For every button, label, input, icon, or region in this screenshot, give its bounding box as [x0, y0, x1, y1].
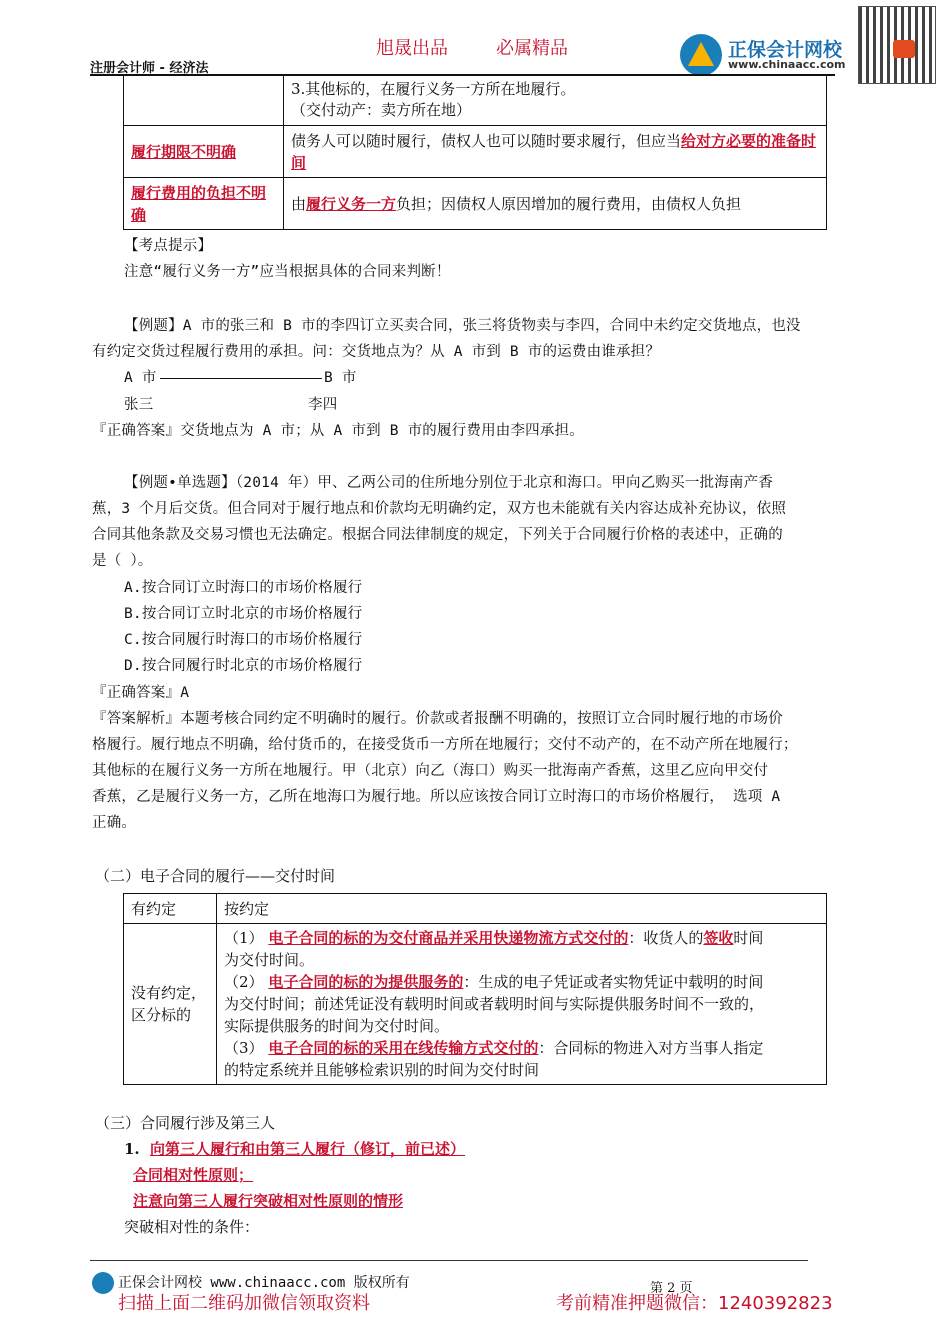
- table-cell-highlight: 给对方必要的准备时间: [291, 131, 817, 172]
- example1-line: 【例题】A 市的张三和 B 市的李四订立买卖合同，张三将货物卖与李四，合同中未约定交货地点，也没: [124, 318, 801, 334]
- chinaacc-logo-icon: [680, 34, 722, 76]
- section3-principle: 合同相对性原则；: [133, 1166, 254, 1184]
- e-contract-table: [123, 893, 827, 1085]
- item-text: 为交付时间；前述凭证没有载明时间或者载明时间与实际提供服务时间不一致的，: [224, 995, 765, 1013]
- example2-answer: 『正确答案』A: [92, 685, 190, 701]
- footer-divider: [90, 1260, 808, 1261]
- option-c: C.按合同履行时海口的市场价格履行: [124, 632, 363, 648]
- section3-note: 注意向第三人履行突破相对性原则的情形: [133, 1192, 404, 1210]
- table-row-label: 没有约定，: [131, 984, 207, 1002]
- item-keyword: 电子合同的标的采用在线传输方式交付的: [268, 1039, 539, 1057]
- item-text: 的特定系统并且能够检索识别的时间为交付时间: [224, 1061, 540, 1079]
- table-cell-text: 由: [291, 194, 307, 213]
- table-row: [124, 178, 827, 230]
- section3-heading: （三）合同履行涉及第三人: [95, 1114, 276, 1132]
- logo-url: www.chinaacc.com: [728, 58, 846, 71]
- table-row: [124, 894, 827, 924]
- diagram-city-b: B 市: [324, 370, 357, 386]
- table-row: [124, 76, 827, 126]
- tip-heading: 【考点提示】: [124, 238, 213, 254]
- footer-promo-right: 考前精准押题微信：1240392823: [556, 1293, 833, 1314]
- item-text: 为交付时间。: [224, 951, 315, 969]
- item-text: ：收货人的: [628, 929, 704, 947]
- item-number: （2）: [224, 973, 264, 991]
- option-a: A.按合同订立时海口的市场价格履行: [124, 580, 363, 596]
- option-d: D.按合同履行时北京的市场价格履行: [124, 658, 363, 674]
- item-text: 实际提供服务的时间为交付时间。: [224, 1017, 450, 1035]
- table-row-label: 有约定: [131, 899, 177, 918]
- table-row-label: 履行费用的负担不明确: [131, 183, 267, 224]
- item-keyword: 电子合同的标的为交付商品并采用快递物流方式交付的: [268, 929, 629, 947]
- diagram-person-b: 李四: [308, 397, 338, 413]
- footer-copyright: 正保会计网校 www.chinaacc.com 版权所有: [118, 1275, 410, 1291]
- section2-heading: （二）电子合同的履行——交付时间: [95, 867, 336, 885]
- example2-line: 合同其他条款及交易习惯也无法确定。根据合同法律制度的规定，下列关于合同履行价格的表述中，正确的: [92, 527, 783, 543]
- analysis-line: 『答案解析』本题考核合同约定不明确时的履行。价款或者报酬不明确的，按照订立合同时履行地的市场价: [92, 711, 783, 727]
- analysis-line: 格履行。履行地点不明确，给付货币的，在接受货币一方所在地履行；交付不动产的，在不动产所在地履行；: [92, 737, 798, 753]
- table-row: [124, 924, 827, 1085]
- item-keyword: 电子合同的标的为提供服务的: [268, 973, 464, 991]
- option-b: B.按合同订立时北京的市场价格履行: [124, 606, 363, 622]
- item-text: ：生成的电子凭证或者实物凭证中载明的时间: [463, 973, 764, 991]
- item-number: （1）: [224, 929, 264, 947]
- diagram-person-a: 张三: [124, 397, 154, 413]
- table-cell-text: 负担；因债权人原因增加的履行费用，由债权人负担: [396, 194, 742, 213]
- performance-table: [123, 75, 827, 230]
- item-keyword: 签收: [703, 929, 734, 947]
- qr-badge-icon: [893, 40, 915, 58]
- section3-item-title: 向第三人履行和由第三人履行（修订，前已述）: [150, 1140, 466, 1158]
- table-cell-text: 债务人可以随时履行，债权人也可以随时要求履行，但应当: [291, 131, 682, 150]
- analysis-line: 正确。: [92, 815, 137, 831]
- example1-line: 有约定交货过程履行费用的承担。问：交货地点为？从 A 市到 B 市的运费由谁承担？: [92, 344, 661, 360]
- example2-line: 【例题•单选题】（2014 年）甲、乙两公司的住所地分别位于北京和海口。甲向乙购买一批海南产香: [124, 475, 774, 491]
- tip-text: 注意“履行义务一方”应当根据具体的合同来判断！: [124, 264, 451, 280]
- table-cell-highlight: 履行义务一方: [306, 194, 397, 213]
- logo-name: 正保会计网校: [728, 39, 843, 61]
- item-number: （3）: [224, 1039, 264, 1057]
- example2-line: 是（ ）。: [92, 553, 153, 569]
- example2-line: 蕉，3 个月后交货。但合同对于履行地点和价款均无明确约定，双方也未能就有关内容达成补充协议，依照: [92, 501, 787, 517]
- analysis-line: 其他标的在履行义务一方所在地履行。甲（北京）向乙（海口）购买一批海南产香蕉，这里乙应向甲交付: [92, 763, 769, 779]
- table-cell-text: 按约定: [224, 899, 270, 918]
- example1-answer: 『正确答案』交货地点为 A 市；从 A 市到 B 市的履行费用由李四承担。: [92, 423, 584, 439]
- table-row-label: 履行期限不明确: [131, 142, 237, 161]
- item-text: 时间: [733, 929, 764, 947]
- footer-logo-icon: [92, 1272, 114, 1294]
- page-number: 第 2 页: [650, 1281, 693, 1296]
- table-cell-text: （交付动产：卖方所在地）: [291, 101, 472, 119]
- section3-item-number: 1.: [124, 1140, 140, 1158]
- table-row: [124, 126, 827, 178]
- header-slogan-left: 旭晟出品: [376, 38, 448, 59]
- diagram-arrow-line: [160, 378, 322, 379]
- footer-promo-left: 扫描上面二维码加微信领取资料: [118, 1293, 370, 1314]
- table-cell-text: 3.其他标的，在履行义务一方所在地履行。: [291, 80, 576, 98]
- section3-conditions: 突破相对性的条件：: [124, 1218, 260, 1236]
- header-slogan-right: 必属精品: [496, 38, 568, 59]
- item-text: ：合同标的物进入对方当事人指定: [538, 1039, 764, 1057]
- header-title: 注册会计师 - 经济法: [90, 61, 209, 76]
- diagram-city-a: A 市: [124, 370, 157, 386]
- table-row-label: 区分标的: [131, 1006, 192, 1024]
- analysis-line: 香蕉，乙是履行义务一方，乙所在地海口为履行地。所以应该按合同订立时海口的市场价格履行， 选项 A: [92, 789, 781, 805]
